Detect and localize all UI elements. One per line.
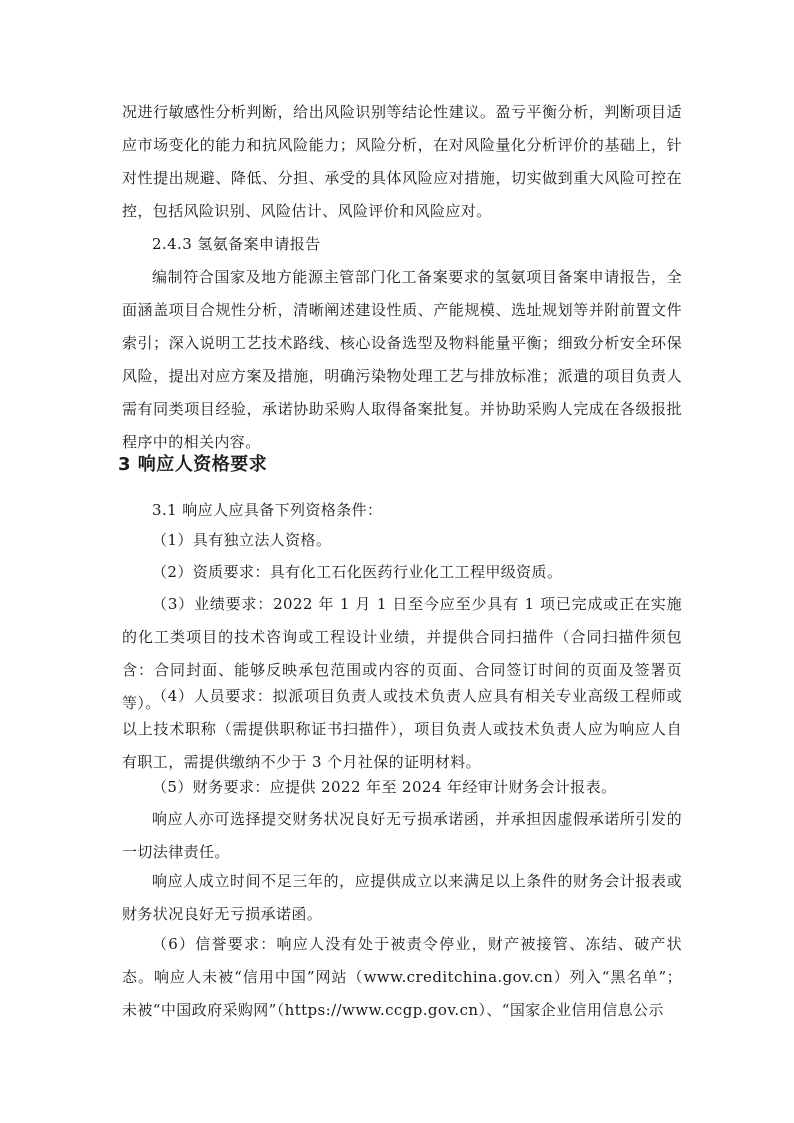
paragraph-hydrogen-ammonia-filing: 编制符合国家及地方能源主管部门化工备案要求的氢氨项目备案申请报告，全面涵盖项目合规性分析，清晰阐述建设性质、产能规模、选址规划等并附前置文件索引；深入说明工艺技术路线、核心设备选型及物料能量平衡；细致分析安全环保风险，提出对应方案及措施，明确污染物处理工艺与排放标准；派遣的项目负责人需有同类项目经验，承诺协助采购人取得备案批复。并协助采购人完成在各级报批程序中的相关内容。 [122, 268, 682, 451]
paragraph-finance-commitment: 响应人亦可选择提交财务状况良好无亏损承诺函，并承担因虚假承诺所引发的一切法律责任。 [122, 810, 682, 861]
item-4-personnel: （4）人员要求：拟派项目负责人或技术负责人应具有相关专业高级工程师或以上技术职称（需提供职称证书扫描件），项目负责人或技术负责人应为响应人自有职工，需提供缴纳不少于 3 个月社保的证明材料。 [122, 687, 682, 771]
item-1-legal-entity: （1）具有独立法人资格。 [152, 531, 332, 549]
subheading-2-4-3: 2.4.3 氢氨备案申请报告 [152, 235, 321, 253]
item-5-finance: （5）财务要求：应提供 2022 年至 2024 年经审计财务会计报表。 [152, 778, 617, 796]
item-6-credit: （6）信誉要求：响应人没有处于被责令停业，财产被接管、冻结、破产状态。响应人未被“信用中国”网站（www.creditchina.gov.cn）列入“黑名单”；未被“中国政府采购网”（https://www.ccgp.gov.cn）、“国家企业信用信息公示 [122, 935, 682, 1019]
paragraph-risk-analysis-continued: 况进行敏感性分析判断，给出风险识别等结论性建议。盈亏平衡分析，判断项目适应市场变化的能力和抗风险能力；风险分析，在对风险量化分析评价的基础上，针对性提出规避、降低、分担、承受的具体风险应对措施，切实做到重大风险可控在控，包括风险识别、风险估计、风险评价和风险应对。 [122, 103, 682, 220]
item-2-qualification: （2）资质要求：具有化工石化医药行业化工工程甲级资质。 [152, 563, 563, 581]
section-heading-3: 3 响应人资格要求 [118, 454, 268, 475]
item-3-1: 3.1 响应人应具备下列资格条件： [152, 501, 383, 519]
item-3-performance: （3）业绩要求：2022 年 1 月 1 日至今应至少具有 1 项已完成或正在实施的化工类项目的技术咨询或工程设计业绩，并提供合同扫描件（合同扫描件须包含：合同封面、能够反映承包范围或内容的页面、合同签订时间的页面及签署页等）。 [122, 595, 682, 712]
paragraph-finance-new-company: 响应人成立时间不足三年的，应提供成立以来满足以上条件的财务会计报表或财务状况良好无亏损承诺函。 [122, 872, 682, 923]
